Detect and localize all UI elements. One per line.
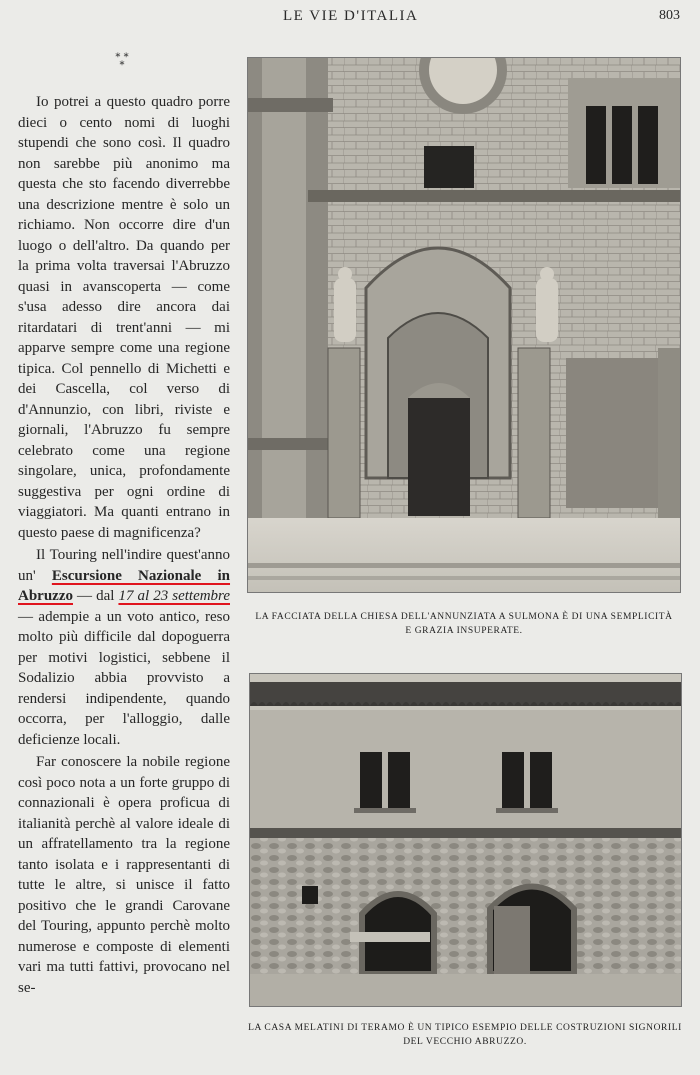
running-head xyxy=(0,8,700,28)
casa-melatini-illustration xyxy=(250,674,681,1006)
running-title: LE VIE D'ITALIA xyxy=(283,8,419,24)
photo-church-facade xyxy=(247,57,681,593)
highlighted-event-dates: 17 al 23 settembre xyxy=(118,588,230,604)
asterism xyxy=(115,54,129,70)
paragraph-1: Io potrei a questo quadro porre dieci o cento nomi di luoghi stupendi che sono così. Il quadro non sarebbe più anonimo ma questa che sto facendo diverrebbe una descrizione mentre è solo un richiamo. Non occorre dire d'un luogo o dell'altro. Da quando per la prima volta traversai l'Abruzzo quasi in avanscoperta — come s'usa adesso dire ancora dai ritardatari di trent'anni — mi apparve sempre come una regione tipica. Col pennello di Michetti e dei Cascella, col verso di d'Annunzio, con libri, riviste e giornali, l'Abruzzo fu sempre celebrato come una regione singolare, unica, profondamente suggestiva per ogni ordine di viaggiatori. Ma quanti entrano in questo paese di magnificenza? xyxy=(18,94,230,541)
caption-casa-melatini: LA CASA MELATINI DI TERAMO È UN TIPICO ESEMPIO DELLE COSTRUZIONI SIGNORILI DEL VECCHIO ABRUZZO. xyxy=(248,1023,682,1047)
paragraph-2-dash: — dal xyxy=(73,588,119,604)
paragraph-2-start: Il Touring nell'indire quest'anno un' xyxy=(18,547,230,584)
asterism-glyphs: * * * xyxy=(115,52,129,71)
page-number: 803 xyxy=(659,8,680,23)
paragraph-3: Far conoscere la nobile regione così poco nota a un forte gruppo di connazionali è opera proficua di italianità perchè al valore ideale di un affratellamento tra la regione tanto isolata e i rappresentanti di tutte le altre, si unisce il fatto positivo che le grandi Carovane del Touring, appunto perchè molto numerose e composte di elementi vari ma tutti fattivi, provocano nel se- xyxy=(18,754,230,996)
church-facade-illustration xyxy=(248,58,680,592)
caption-church-facade: LA FACCIATA DELLA CHIESA DELL'ANNUNZIATA A SULMONA È DI UNA SEMPLICITÀ E GRAZIA INSUPERATE. xyxy=(255,612,673,636)
highlighted-event-name: Escursione Nazionale in Abruzzo xyxy=(18,567,231,604)
photo-casa-melatini xyxy=(249,673,682,1007)
paragraph-2 xyxy=(18,545,230,750)
paragraph-2-rest: — adempie a un voto antico, reso molto più difficile dal dopoguerra per motivi logistici, sebbene il Sodalizio abbia provvisto a rendersi indipendente, quando occorra, per l'alloggio, dalle deficienze locali. xyxy=(18,608,230,748)
article-text-column xyxy=(18,92,230,998)
